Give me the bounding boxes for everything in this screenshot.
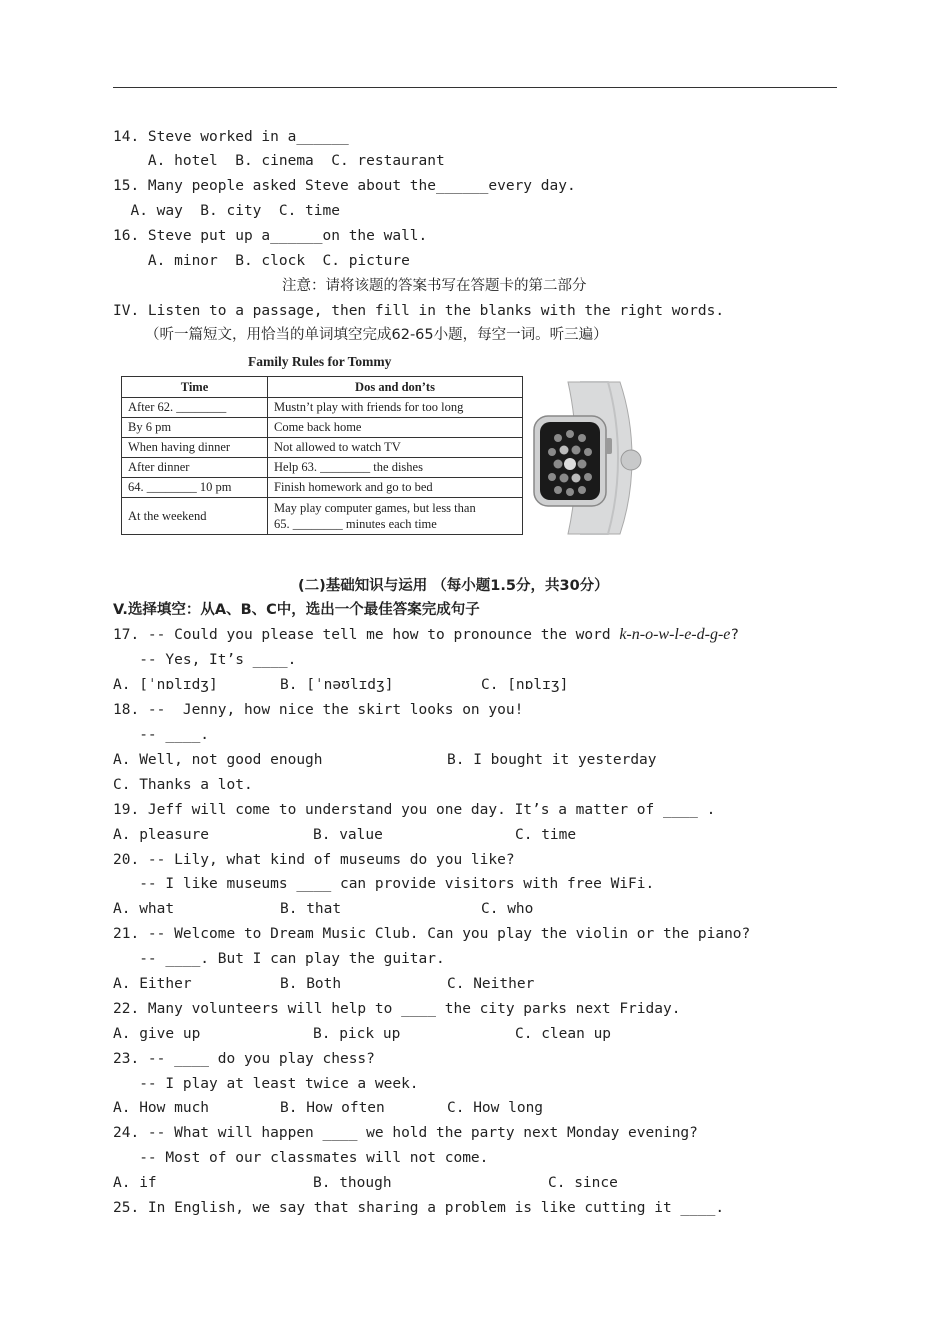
q20-stem: 20. -- Lily, what kind of museums do you like? — [113, 852, 515, 868]
q20-option-b: B. that — [280, 901, 342, 917]
q21-option-a: A. Either — [113, 976, 192, 992]
cell-rule: Mustn’t play with friends for too long — [268, 398, 523, 418]
rules-table — [121, 376, 523, 535]
q21-stem: 21. -- Welcome to Dream Music Club. Can you play the violin or the piano? — [113, 926, 751, 942]
q18-stem: 18. -- Jenny, how nice the skirt looks on you! — [113, 702, 524, 718]
q15-options: A. way B. city C. time — [113, 203, 340, 219]
q14-stem: 14. Steve worked in a______ — [113, 129, 349, 145]
cell-rule: Help 63. ________ the dishes — [268, 458, 523, 478]
q17-stem — [113, 626, 739, 644]
q22-stem: 22. Many volunteers will help to ____ the city parks next Friday. — [113, 1001, 681, 1017]
section2-heading: (二)基础知识与运用 （每小题1.5分，共30分） — [298, 578, 609, 594]
q24-reply: -- Most of our classmates will not come. — [113, 1150, 489, 1166]
q25-stem: 25. In English, we say that sharing a problem is like cutting it ____. — [113, 1200, 725, 1216]
cell-time: At the weekend — [122, 498, 268, 535]
q24-option-a: A. if — [113, 1175, 157, 1191]
q22-option-b: B. pick up — [313, 1026, 401, 1042]
cell-rule-line1: May play computer games, but less than — [274, 501, 476, 515]
cell-rule: Finish homework and go to bed — [268, 478, 523, 498]
q19-option-c: C. time — [515, 827, 577, 843]
q18-reply: -- ____. — [113, 727, 210, 743]
table-row — [122, 438, 523, 458]
part4-instruction: IV. Listen to a passage, then fill in the blanks with the right words. — [113, 303, 725, 319]
q17-word: k-n-o-w-l-e-d-g-e — [619, 626, 731, 643]
q20-option-c: C. who — [481, 901, 534, 917]
q21-option-c: C. Neither — [447, 976, 535, 992]
q20-option-a: A. what — [113, 901, 175, 917]
q19-stem: 19. Jeff will come to understand you one day. It’s a matter of ____ . — [113, 802, 716, 818]
cell-time: By 6 pm — [122, 418, 268, 438]
q16-options: A. minor B. clock C. picture — [113, 253, 410, 269]
figure-title: Family Rules for Tommy — [248, 354, 392, 369]
q18-option-a: A. Well, not good enough — [113, 752, 323, 768]
table-row — [122, 418, 523, 438]
table-header-row — [122, 377, 523, 398]
q15-stem: 15. Many people asked Steve about the______every day. — [113, 178, 576, 194]
q18-option-c: C. Thanks a lot. — [113, 777, 253, 793]
q22-option-a: A. give up — [113, 1026, 201, 1042]
q16-stem: 16. Steve put up a______on the wall. — [113, 228, 428, 244]
q17-stem-prefix: 17. -- Could you please tell me how to pronounce the word — [113, 627, 620, 643]
header-rules: Dos and don’ts — [268, 377, 523, 398]
q22-option-c: C. clean up — [515, 1026, 612, 1042]
header-rule — [113, 87, 837, 88]
cell-rule: Not allowed to watch TV — [268, 438, 523, 458]
cell-rule: Come back home — [268, 418, 523, 438]
q23-stem: 23. -- ____ do you play chess? — [113, 1051, 375, 1067]
cell-rule — [268, 498, 523, 535]
q23-option-b: B. How often — [280, 1100, 385, 1116]
cell-time: After dinner — [122, 458, 268, 478]
q17-reply: -- Yes, It’s ____. — [113, 652, 297, 668]
q23-option-c: C. How long — [447, 1100, 544, 1116]
q14-options: A. hotel B. cinema C. restaurant — [113, 153, 445, 169]
q17-option-a: A. [ˈnɒlɪdʒ] — [113, 677, 218, 693]
cell-rule-line2: 65. ________ minutes each time — [274, 517, 437, 531]
smartwatch-icon — [528, 378, 653, 538]
cell-time: When having dinner — [122, 438, 268, 458]
answer-note: 注意：请将该题的答案书写在答题卡的第二部分 — [282, 278, 587, 294]
header-time: Time — [122, 377, 268, 398]
table-row — [122, 478, 523, 498]
cell-time: After 62. ________ — [122, 398, 268, 418]
part5-title: V.选择填空：从A、B、C中，选出一个最佳答案完成句子 — [113, 602, 480, 618]
table-row — [122, 498, 523, 535]
q20-reply: -- I like museums ____ can provide visitors with free WiFi. — [113, 876, 655, 892]
q23-reply: -- I play at least twice a week. — [113, 1076, 419, 1092]
family-rules-figure — [113, 348, 653, 544]
table-row — [122, 398, 523, 418]
q19-option-b: B. value — [313, 827, 383, 843]
q17-stem-suffix: ? — [730, 627, 740, 643]
q17-option-b: B. [ˈnəʊlɪdʒ] — [280, 677, 394, 693]
cell-time: 64. ________ 10 pm — [122, 478, 268, 498]
q21-reply: -- ____. But I can play the guitar. — [113, 951, 445, 967]
part4-instruction-zh: （听一篇短文，用恰当的单词填空完成62-65小题，每空一词。听三遍） — [145, 327, 608, 343]
q24-stem: 24. -- What will happen ____ we hold the party next Monday evening? — [113, 1125, 698, 1141]
q18-option-b: B. I bought it yesterday — [447, 752, 657, 768]
q19-option-a: A. pleasure — [113, 827, 210, 843]
q24-option-c: C. since — [548, 1175, 618, 1191]
q24-option-b: B. though — [313, 1175, 392, 1191]
q17-option-c: C. [nɒlɪʒ] — [481, 677, 569, 693]
q23-option-a: A. How much — [113, 1100, 210, 1116]
q21-option-b: B. Both — [280, 976, 342, 992]
table-row — [122, 458, 523, 478]
